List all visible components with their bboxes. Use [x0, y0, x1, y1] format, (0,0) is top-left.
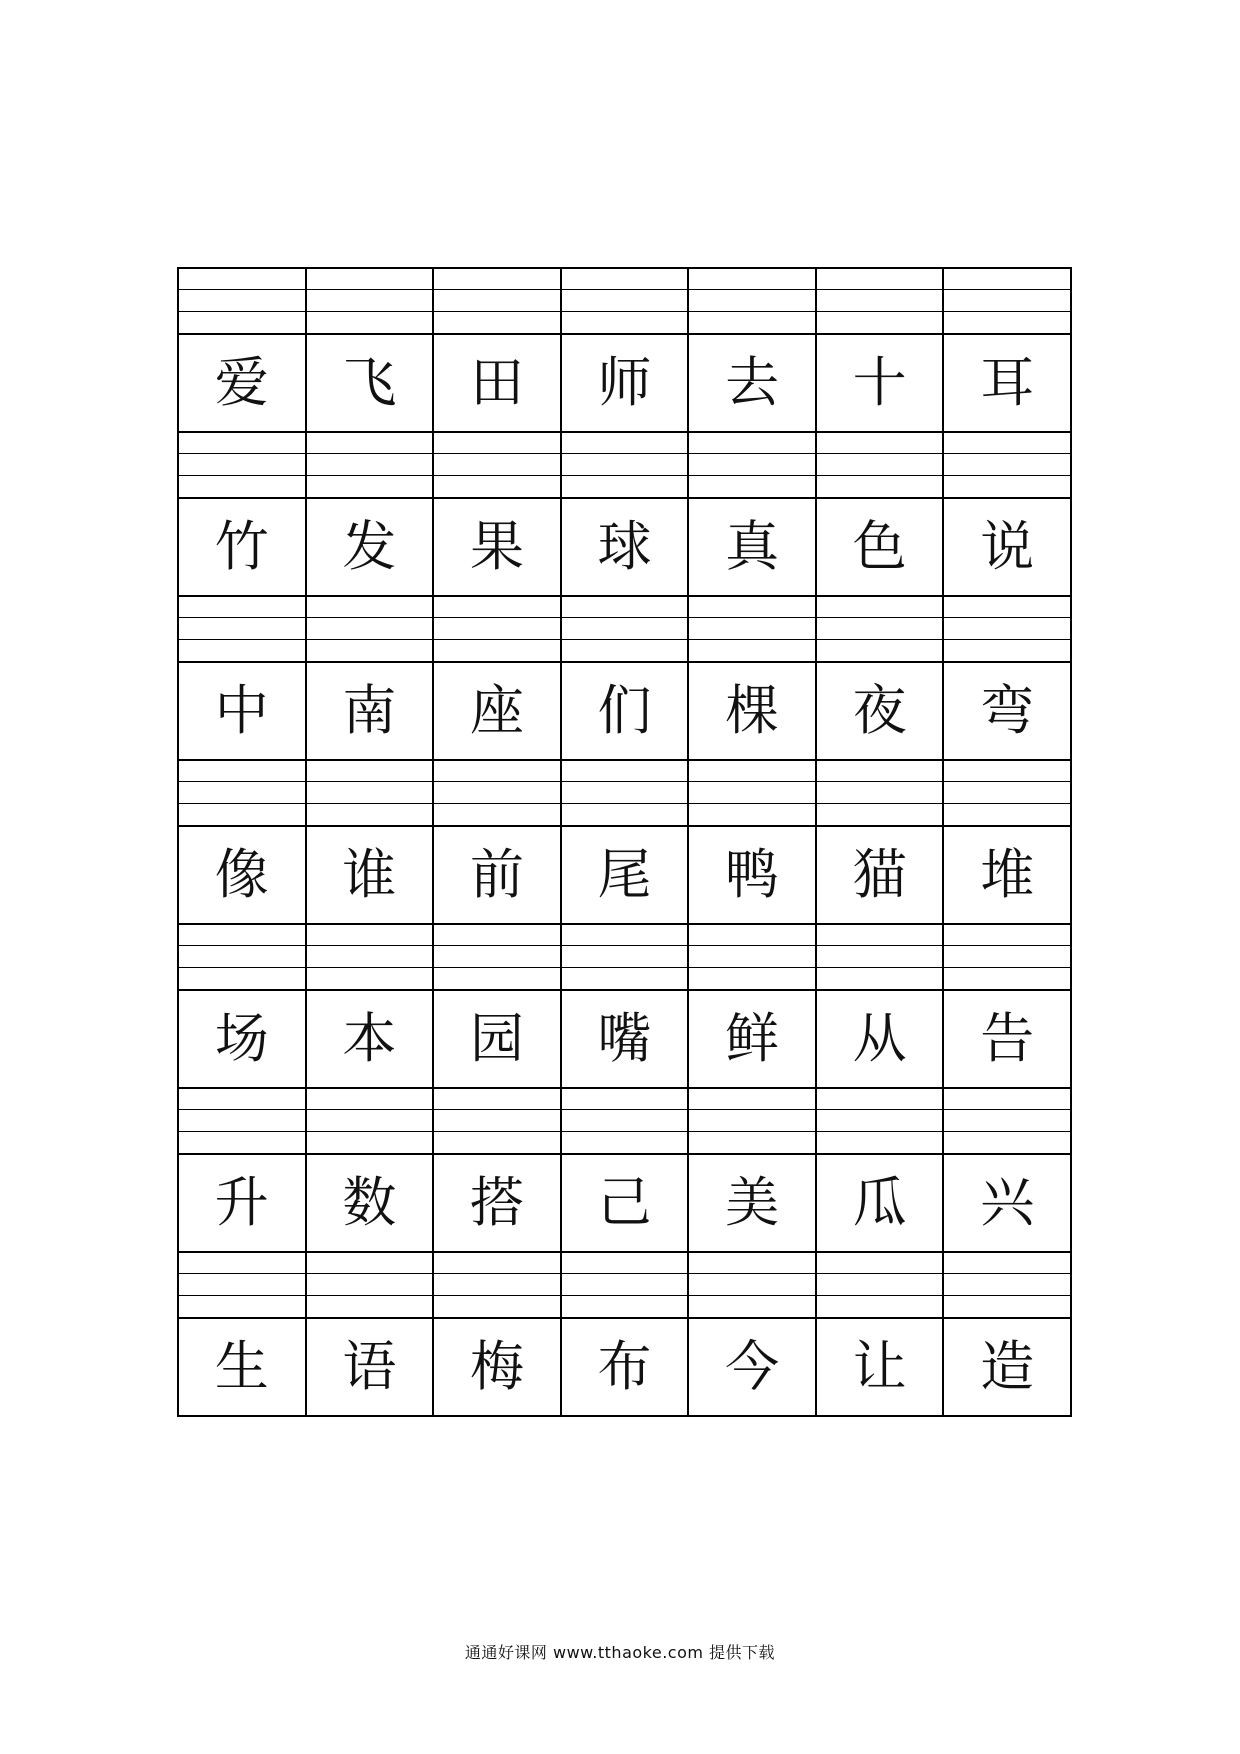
pinyin-writing-cell — [817, 1253, 945, 1317]
pinyin-writing-cell — [179, 925, 307, 989]
character-cell: 场 — [179, 991, 307, 1087]
pinyin-writing-cell — [434, 433, 562, 497]
character-cell: 南 — [307, 663, 435, 759]
character-cell: 堆 — [980, 843, 1035, 906]
character-row — [179, 663, 1070, 761]
character-cell: 色 — [817, 499, 945, 595]
character-cell: 升 — [179, 1155, 307, 1251]
pinyin-row — [179, 269, 1070, 335]
character-cell: 兴 — [980, 1171, 1035, 1234]
pinyin-writing-cell — [434, 925, 562, 989]
pinyin-writing-cell — [434, 269, 562, 333]
character-cell: 生 — [179, 1319, 307, 1415]
character-worksheet — [177, 267, 1072, 1417]
character-cell: 梅 — [434, 1319, 562, 1415]
pinyin-writing-cell — [944, 925, 1070, 989]
pinyin-writing-cell — [817, 597, 945, 661]
pinyin-row — [179, 597, 1070, 663]
pinyin-writing-cell — [817, 761, 945, 825]
character-cell: 前 — [434, 827, 562, 923]
pinyin-writing-cell — [689, 761, 817, 825]
pinyin-writing-cell — [562, 1253, 690, 1317]
pinyin-writing-cell — [944, 269, 1070, 333]
character-cell: 语 — [307, 1319, 435, 1415]
character-cell: 耳 — [980, 351, 1035, 414]
pinyin-writing-cell — [562, 597, 690, 661]
character-cell: 真 — [689, 499, 817, 595]
pinyin-writing-cell — [307, 1089, 435, 1153]
character-cell: 果 — [434, 499, 562, 595]
pinyin-writing-cell — [179, 1089, 307, 1153]
character-cell: 说 — [980, 515, 1035, 578]
character-cell: 尾 — [562, 827, 690, 923]
pinyin-writing-cell — [944, 597, 1070, 661]
character-row — [179, 1319, 1070, 1417]
pinyin-row — [179, 433, 1070, 499]
character-row — [179, 827, 1070, 925]
pinyin-writing-cell — [817, 925, 945, 989]
character-cell: 猫 — [817, 827, 945, 923]
pinyin-writing-cell — [307, 269, 435, 333]
character-cell: 鲜 — [689, 991, 817, 1087]
character-cell: 像 — [179, 827, 307, 923]
pinyin-writing-cell — [562, 269, 690, 333]
pinyin-writing-cell — [817, 1089, 945, 1153]
pinyin-writing-cell — [562, 1089, 690, 1153]
character-cell: 飞 — [307, 335, 435, 431]
character-cell: 座 — [434, 663, 562, 759]
character-cell: 球 — [562, 499, 690, 595]
character-cell: 发 — [307, 499, 435, 595]
pinyin-writing-cell — [434, 761, 562, 825]
character-row — [179, 499, 1070, 597]
pinyin-writing-cell — [307, 1253, 435, 1317]
character-cell: 己 — [562, 1155, 690, 1251]
character-cell: 本 — [307, 991, 435, 1087]
character-cell: 棵 — [689, 663, 817, 759]
character-cell: 数 — [307, 1155, 435, 1251]
character-row — [179, 991, 1070, 1089]
character-cell: 今 — [689, 1319, 817, 1415]
pinyin-writing-cell — [179, 597, 307, 661]
pinyin-writing-cell — [434, 1253, 562, 1317]
character-cell: 夜 — [817, 663, 945, 759]
pinyin-writing-cell — [307, 761, 435, 825]
pinyin-writing-cell — [179, 433, 307, 497]
character-cell: 从 — [817, 991, 945, 1087]
character-cell: 让 — [817, 1319, 945, 1415]
pinyin-writing-cell — [689, 433, 817, 497]
pinyin-writing-cell — [689, 1089, 817, 1153]
character-cell: 瓜 — [817, 1155, 945, 1251]
character-cell: 告 — [980, 1007, 1035, 1070]
pinyin-writing-cell — [307, 925, 435, 989]
character-cell: 师 — [562, 335, 690, 431]
pinyin-writing-cell — [944, 1089, 1070, 1153]
character-cell: 十 — [817, 335, 945, 431]
pinyin-writing-cell — [944, 1253, 1070, 1317]
pinyin-writing-cell — [434, 597, 562, 661]
character-cell: 造 — [980, 1335, 1035, 1398]
character-cell: 中 — [179, 663, 307, 759]
pinyin-row — [179, 761, 1070, 827]
character-cell: 竹 — [179, 499, 307, 595]
pinyin-writing-cell — [434, 1089, 562, 1153]
character-cell: 谁 — [307, 827, 435, 923]
pinyin-row — [179, 1089, 1070, 1155]
footer-source: 通通好课网 www.tthaoke.com 提供下载 — [464, 1643, 776, 1662]
pinyin-writing-cell — [689, 1253, 817, 1317]
pinyin-writing-cell — [817, 269, 945, 333]
character-row — [179, 335, 1070, 433]
character-cell: 弯 — [980, 679, 1035, 742]
pinyin-writing-cell — [689, 269, 817, 333]
pinyin-writing-cell — [562, 433, 690, 497]
pinyin-writing-cell — [944, 433, 1070, 497]
character-row — [179, 1155, 1070, 1253]
pinyin-row — [179, 1253, 1070, 1319]
pinyin-writing-cell — [817, 433, 945, 497]
pinyin-writing-cell — [307, 433, 435, 497]
character-cell: 嘴 — [562, 991, 690, 1087]
pinyin-writing-cell — [179, 269, 307, 333]
pinyin-writing-cell — [689, 597, 817, 661]
pinyin-row — [179, 925, 1070, 991]
pinyin-writing-cell — [562, 761, 690, 825]
character-cell: 田 — [434, 335, 562, 431]
pinyin-writing-cell — [307, 597, 435, 661]
character-cell: 美 — [689, 1155, 817, 1251]
pinyin-writing-cell — [944, 761, 1070, 825]
character-cell: 爱 — [179, 335, 307, 431]
character-cell: 们 — [562, 663, 690, 759]
character-cell: 去 — [689, 335, 817, 431]
pinyin-writing-cell — [179, 761, 307, 825]
pinyin-writing-cell — [562, 925, 690, 989]
character-cell: 园 — [434, 991, 562, 1087]
pinyin-writing-cell — [179, 1253, 307, 1317]
character-cell: 搭 — [434, 1155, 562, 1251]
character-cell: 布 — [562, 1319, 690, 1415]
pinyin-writing-cell — [689, 925, 817, 989]
character-cell: 鸭 — [689, 827, 817, 923]
